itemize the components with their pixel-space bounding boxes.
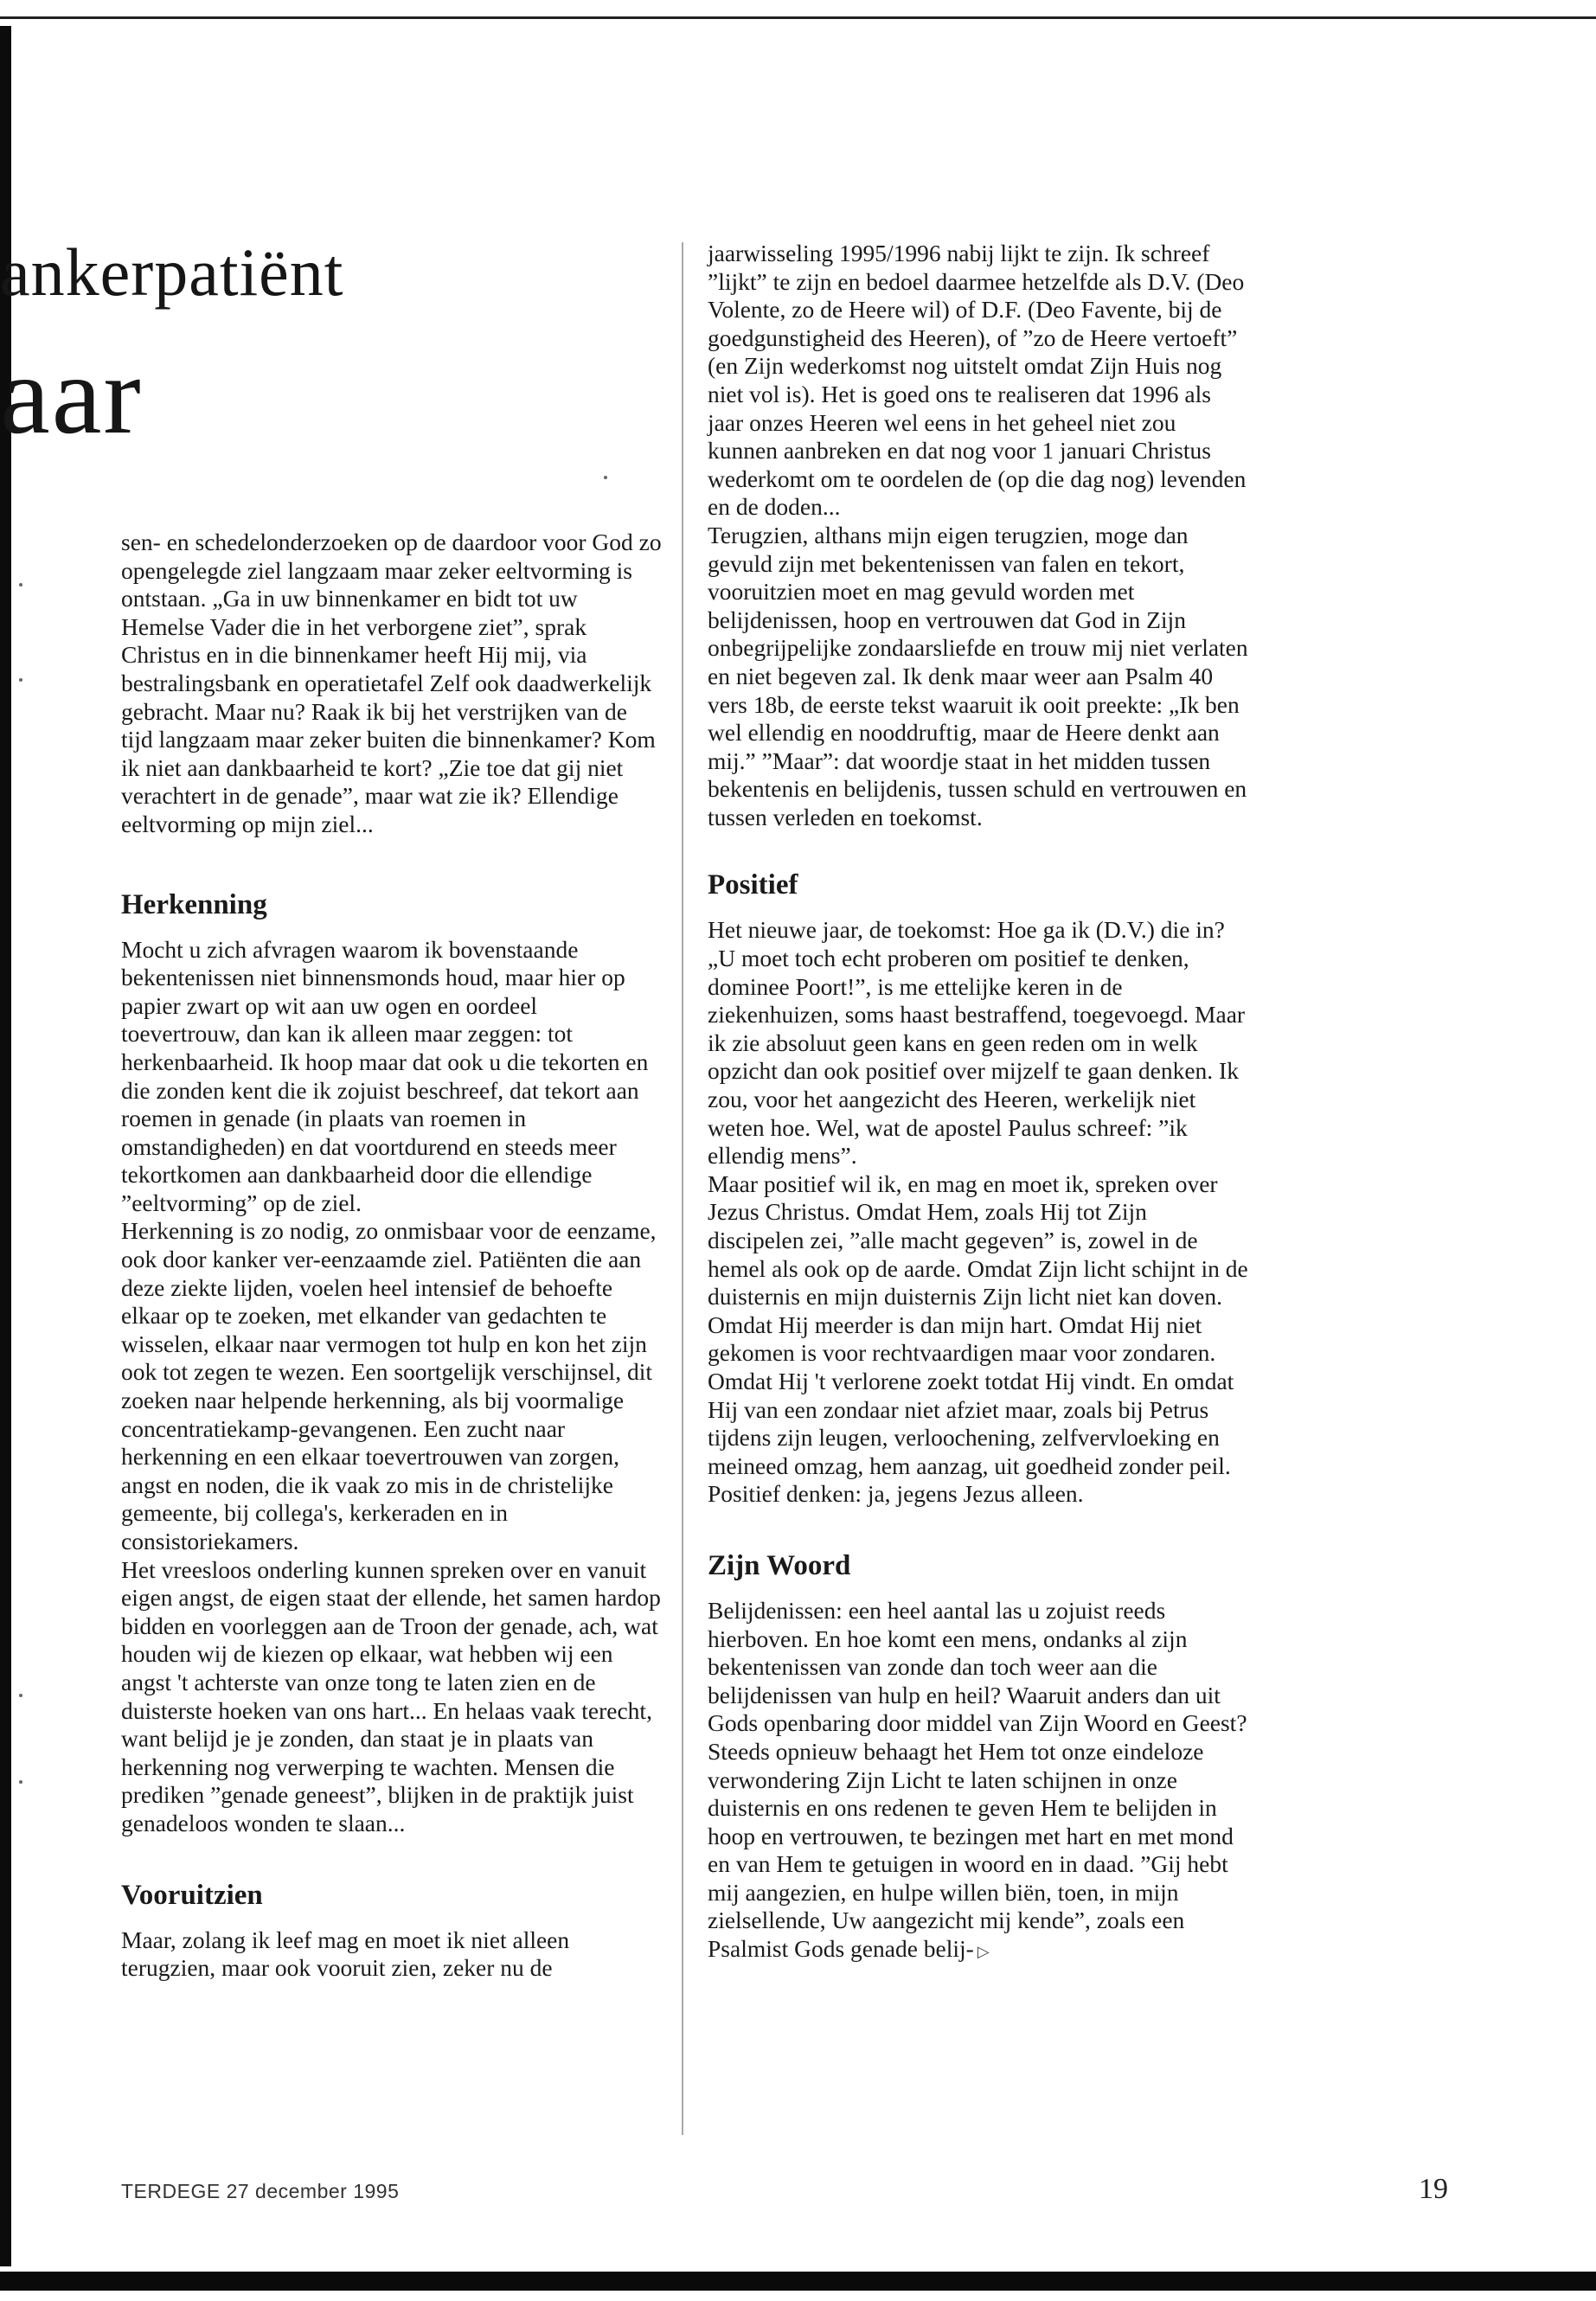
scan-speck (19, 678, 22, 682)
section-heading: Herkenning (121, 888, 267, 920)
paragraph-text: Belijdenissen: een heel aantal las u zojuist reeds hierboven. En hoe komt een mens, ondanks al zijn bekentenissen van zonde dan toch weer aan die belijdenissen van hulp en heil? Waaruit anders dan uit Gods openbaring door middel van Zijn Woord en Geest? Steeds opnieuw behaagt het Hem tot onze eindeloze verwondering Zijn Licht te laten schijnen in onze duisternis en ons redenen te geven Hem te belijden in hoop en vertrouwen, te bezingen met hart en met mond en van Hem te getuigen in woord en in daad. ”Gij hebt mij aangezien, en hulpe willen biën, toen, in mijn zielsellende, Uw aangezicht mij kende”, zoals een Psalmist Gods genade belij- (708, 1596, 1247, 1963)
paragraph: Maar positief wil ik, en mag en moet ik, spreken over Jezus Christus. Omdat Hem, zoals Hij tot Zijn discipelen zei, ”alle macht gegeven” is, zowel in de hemel als ook op de aarde. Omdat Zijn licht schijnt in de duisternis en mijn duisternis Zijn licht niet kan doven. Omdat Hij meerder is dan mijn hart. Omdat Hij niet gekomen is voor rechtvaardigen maar voor zondaren. Omdat Hij 't verlorene zoekt totdat Hij vindt. En omdat Hij van een zondaar niet afziet maar, zoals bij Petrus tijdens zijn leugen, verloochening, zelfvervloeking en meineed omzag, hem aanzag, uit goedheid zonder peil. Positief denken: ja, jegens Jezus alleen. (708, 1170, 1248, 1508)
column-divider (682, 242, 683, 2135)
paragraph (708, 1597, 1248, 1967)
scan-edge-bottom (0, 2272, 1596, 2291)
scan-speck (19, 583, 22, 586)
scan-speck (604, 476, 607, 479)
headline-line-2: aar (0, 333, 143, 458)
scan-speck (19, 1694, 22, 1697)
page-number: 19 (1419, 2173, 1448, 2205)
article-column-right (708, 240, 1248, 1967)
paragraph: Maar, zolang ik leef mag en moet ik niet alleen terugzien, maar ook vooruit zien, zeker nu de (121, 1926, 570, 1982)
scan-edge-top (0, 16, 1596, 19)
paragraph: Terugzien, althans mijn eigen terugzien, moge dan gevuld zijn met bekentenissen van falen en tekort, vooruitzien moet en mag gevuld worden met belijdenissen, hoop en vertrouwen dat God in Zijn onbegrijpelijke zondaarsliefde en trouw mij niet verlaten en niet begeven zal. Ik denk maar weer aan Psalm 40 vers 18b, de eerste tekst waaruit ik ooit preekte: „Ik ben wel ellendig en nooddruftig, maar de Heere denkt aan mij.” ”Maar”: dat woordje staat in het midden tussen bekentenis en belijdenis, tussen schuld en vertrouwen en tussen verleden en toekomst. (708, 521, 1248, 830)
article-column-left (121, 529, 662, 1983)
footer-publication: TERDEGE 27 december 1995 (121, 2180, 400, 2202)
continue-arrow-icon: ▷ (977, 1943, 990, 1962)
paragraph: Het vreesloos onderling kunnen spreken over en vanuit eigen angst, de eigen staat der ellende, het samen hardop bidden en voorleggen aan de Troon der genade, ach, wat houden wij de kiezen op elkaar, wat hebben wij een angst 't achterste van onze tong te laten zien en de duisterste hoeken van ons hart... En helaas vaak terecht, want belijd je je zonden, dan staat je in plaats van herkenning nog verwerping te wachten. Mensen die prediken ”genade geneest”, blijken in de praktijk juist genadeloos wonden te slaan... (121, 1555, 661, 1836)
section-heading: Vooruitzien (121, 1879, 263, 1911)
paragraph: Mocht u zich afvragen waarom ik bovenstaande bekentenissen niet binnensmonds houd, maar hier op papier zwart op wit aan uw ogen en oordeel toevertrouw, dan kan ik alleen maar zeggen: tot herkenbaarheid. Ik hoop maar dat ook u die tekorten en die zonden kent die ik zojuist beschreef, dat tekort aan roemen in genade (in plaats van roemen in omstandigheden) en dat voortdurend en steeds meer tekortkomen aan dankbaarheid door die ellendige ”eeltvorming” op de ziel. (121, 935, 649, 1216)
paragraph: Herkenning is zo nodig, zo onmisbaar voor de eenzame, ook door kanker ver-eenzaamde ziel. Patiënten die aan deze ziekte lijden, voelen heel intensief de behoefte elkaar op te zoeken, met elkander van gedachten te wisselen, elkaar naar vermogen tot hulp en kon het zijn ook tot zegen te wezen. Een soortgelijk verschijnsel, dit zoeken naar helpende herkenning, als bij voormalige concentratiekamp-gevangenen. Een zucht naar herkenning en een elkaar toevertrouwen van zorgen, angst en noden, die ik vaak zo mis in de christelijke gemeente, bij collega's, kerkeraden en in consistoriekamers. (121, 1217, 657, 1554)
headline-line-1: ankerpatiënt (0, 234, 344, 310)
paragraph: sen- en schedelonderzoeken op de daardoor voor God zo opengelegde ziel langzaam maar zeker eeltvorming is ontstaan. „Ga in uw binnenkamer en bidt tot uw Hemelse Vader die in het verborgene ziet”, sprak Christus en in die binnenkamer heeft Hij mij, via bestralingsbank en operatietafel Zelf ook daadwerkelijk gebracht. Maar nu? Raak ik bij het verstrijken van de tijd langzaam maar zeker buiten die binnenkamer? Kom ik niet aan dankbaarheid te kort? „Zie toe dat gij niet verachtert in de genade”, maar wat zie ik? Ellendige eeltvorming op mijn ziel... (121, 529, 662, 837)
paragraph: jaarwisseling 1995/1996 nabij lijkt te zijn. Ik schreef ”lijkt” te zijn en bedoel daarmee hetzelfde als D.V. (Deo Volente, zo de Heere wil) of D.F. (Deo Favente, bij de goedgunstigheid des Heeren), of ”zo de Heere vertoeft” (en Zijn wederkomst nog uitstelt omdat Zijn Huis nog niet vol is). Het is goed ons te realiseren dat 1996 als jaar onzes Heeren wel eens in het geheel niet zou kunnen aanbreken en dat nog voor 1 januari Christus wederkomt om te oordelen de (op die dag nog) levenden en de doden... (708, 240, 1247, 521)
paragraph: Het nieuwe jaar, de toekomst: Hoe ga ik (D.V.) die in? „U moet toch echt proberen om positief te denken, dominee Poort!”, is me ettelijke keren in de ziekenhuizen, soms haast bestraffend, toegevoegd. Maar ik zie absoluut geen kans en geen reden om in welk opzicht dan ook positief over mijzelf te gaan denken. Ik zou, voor het aangezicht des Heeren, werkelijk niet weten hoe. Wel, wat de apostel Paulus schreef: ”ik ellendig mens”. (708, 916, 1246, 1170)
section-heading: Zijn Woord (708, 1549, 851, 1581)
scan-speck (19, 1780, 22, 1784)
section-heading: Positief (708, 869, 798, 901)
